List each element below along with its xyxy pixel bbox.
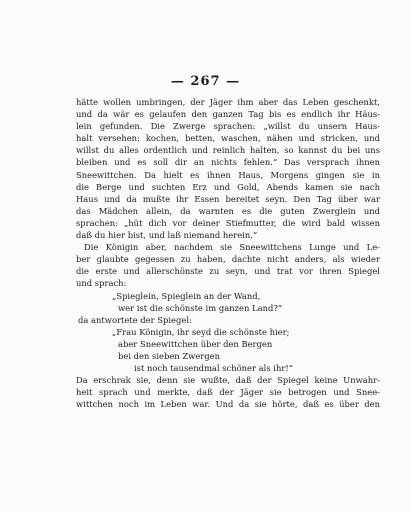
verse-line: „Frau Königin, ihr seyd die schönste hier; [112,326,290,337]
text-line: sprachen: „hüt dich vor deiner Stiefmutter, die wird bald wissen [76,217,380,228]
text-line: und sprach: [76,278,127,289]
page-number: — 267 — [170,74,241,89]
paragraph-3 [76,374,380,410]
text-line: bleiben und es soll dir an nichts fehlen.“ Das versprach ihnen [76,157,380,168]
verse-line: wer ist die schönste im ganzen Land?“ [118,302,283,313]
text-line: Sneewittchen. Da hielt es ihnen Haus, Morgens gingen sie in [76,169,380,180]
text-line: hätte wollen umbringen, der Jäger ihm aber das Leben geschenkt, [76,97,380,107]
text-line: Die Königin aber, nachdem sie Sneewittchens Lunge und Le- [84,242,380,253]
text-line: die erste und allerschönste zu seyn, und trat vor ihren Spiegel [76,266,380,277]
text-line: daß du hier bist, und laß niemand herein.“ [76,230,258,241]
paragraph-2 [76,241,380,289]
verse-line: ist noch tausendmal schöner als ihr!“ [134,363,294,374]
text-line: ber glaubte gegessen zu haben, dachte nicht anders, als wieder [76,254,380,265]
text-line: heit sprach und merkte, daß der Jäger sie betrogen und Snee- [76,387,380,398]
text-line: Da erschrak sie, denn sie wußte, daß der Spiegel keine Unwahr- [76,375,380,386]
text-line: das Mädchen allein, da warnten es die guten Zwerglein und [76,205,380,216]
page-body [76,96,380,410]
text-line: halt versehen: kochen, betten, waschen, nähen und stricken, und [76,133,380,144]
verse-2 [76,326,380,374]
text-line: wittchen noch im Leben war. Und da sie hörte, daß es über den [76,399,380,410]
answer-intro: da antwortete der Spiegel: [78,314,192,325]
text-line: lein gefunden. Die Zwerge sprachen: „willst du unsern Haus- [76,121,380,132]
paragraph-1 [76,96,380,241]
text-line: willst du alles ordentlich und reinlich halten, so kannst du bei uns [76,145,380,156]
text-line: die Berge und suchten Erz und Gold, Abends kamen sie nach [76,181,380,192]
text-line: Haus und da mußte ihr Essen bereitet seyn. Den Tag über war [76,193,380,204]
verse-line: „Spieglein, Spieglein an der Wand, [112,290,261,301]
text-line: und da wär es gelaufen den ganzen Tag bis es endlich ihr Häus- [76,109,380,120]
verse-line: bei den sieben Zwergen [118,350,220,361]
verse-line: aber Sneewittchen über den Bergen [118,338,273,349]
verse-1 [76,290,380,314]
